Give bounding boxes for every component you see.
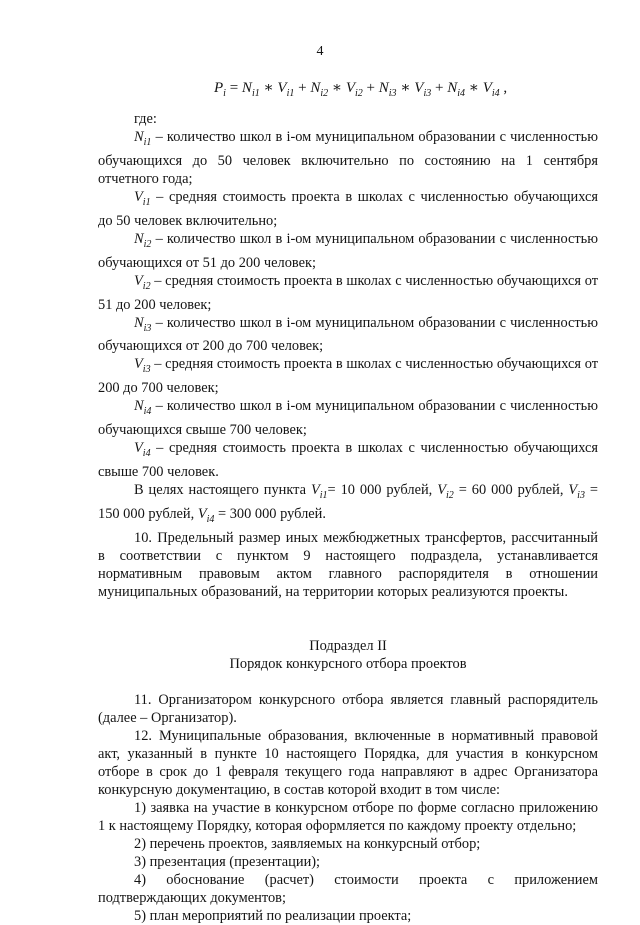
formula: $P_i = N_{i1}$ ∗ $V_{i1} + N_{i2}$ ∗ $V_{i2} + N_{i3}$ ∗ $V_{i3} + N_{i4}$ ∗ $V_{i4}$ ,	[214, 80, 508, 99]
definition-n4: $N_{i4}$ – количество школ в i-ом муниципальном образовании с численностью обучающихся свыше 700 человек;	[98, 398, 598, 439]
list-item: 5) план мероприятий по реализации проекта;	[134, 907, 412, 924]
list-item: 2) перечень проектов, заявляемых на конкурсный отбор;	[134, 835, 481, 852]
document-body	[98, 110, 598, 925]
definition-n3: $N_{i3}$ – количество школ в i-ом муниципальном образовании с численностью обучающихся от 200 до 700 человек;	[98, 314, 598, 355]
definition-v1: $V_{i1}$ – средняя стоимость проекта в школах с численностью обучающихся до 50 человек включительно;	[98, 188, 598, 229]
definition-n2: $N_{i2}$ – количество школ в i-ом муниципальном образовании с численностью обучающихся от 51 до 200 человек;	[98, 230, 598, 271]
paragraph-10: 10. Предельный размер иных межбюджетных трансфертов, рассчитанный в соответствии с пунктом 9 настоящего подраздела, устанавливается нормативным правовым актом главного распорядителя в отношении муниципальных образований, на территории которых реализуются проекты.	[98, 529, 598, 600]
paragraph-11: 11. Организатором конкурсного отбора является главный распорядитель (далее – Организатор).	[98, 691, 598, 726]
subsection-number: Подраздел II	[309, 637, 387, 654]
where-label: где:	[134, 111, 157, 127]
paragraph-12: 12. Муниципальные образования, включенные в нормативный правовой акт, указанный в пункте 10 настоящего Порядка, для участия в конкурсном отборе в срок до 1 февраля текущего года направляют в адрес Организатора конкурсную документацию, в состав которой входит в том числе:	[98, 727, 598, 798]
page-number: 4	[316, 44, 324, 59]
values-paragraph: В целях настоящего пункта $V_{i1}= 10$ 000 рублей, $V_{i2} = 60$ 000 рублей, $V_{i3} = 150$ 000 рублей, $V_{i4} = 300$ 000 рублей.	[98, 482, 599, 525]
definition-v4: $V_{i4}$ – средняя стоимость проекта в школах с численностью обучающихся свыше 700 человек.	[98, 440, 598, 480]
definition-n1: $N_{i1}$ – количество школ в i-ом муниципальном образовании с численностью обучающихся до 50 человек включительно по состоянию на 1 сентября отчетного года;	[98, 129, 598, 187]
list-item: 1) заявка на участие в конкурсном отборе по форме согласно приложению 1 к настоящему Порядку, которая оформляется по каждому проекту отдельно;	[98, 799, 598, 834]
definition-v3: $V_{i3}$ – средняя стоимость проекта в школах с численностью обучающихся от 200 до 700 человек;	[98, 356, 598, 397]
list-item: 4) обоснование (расчет) стоимости проекта с приложением подтверждающих документов;	[98, 871, 598, 906]
list-item: 3) презентация (презентации);	[134, 853, 321, 870]
definition-v2: $V_{i2}$ – средняя стоимость проекта в школах с численностью обучающихся от 51 до 200 человек;	[98, 272, 598, 313]
subsection-title: Порядок конкурсного отбора проектов	[229, 655, 467, 672]
